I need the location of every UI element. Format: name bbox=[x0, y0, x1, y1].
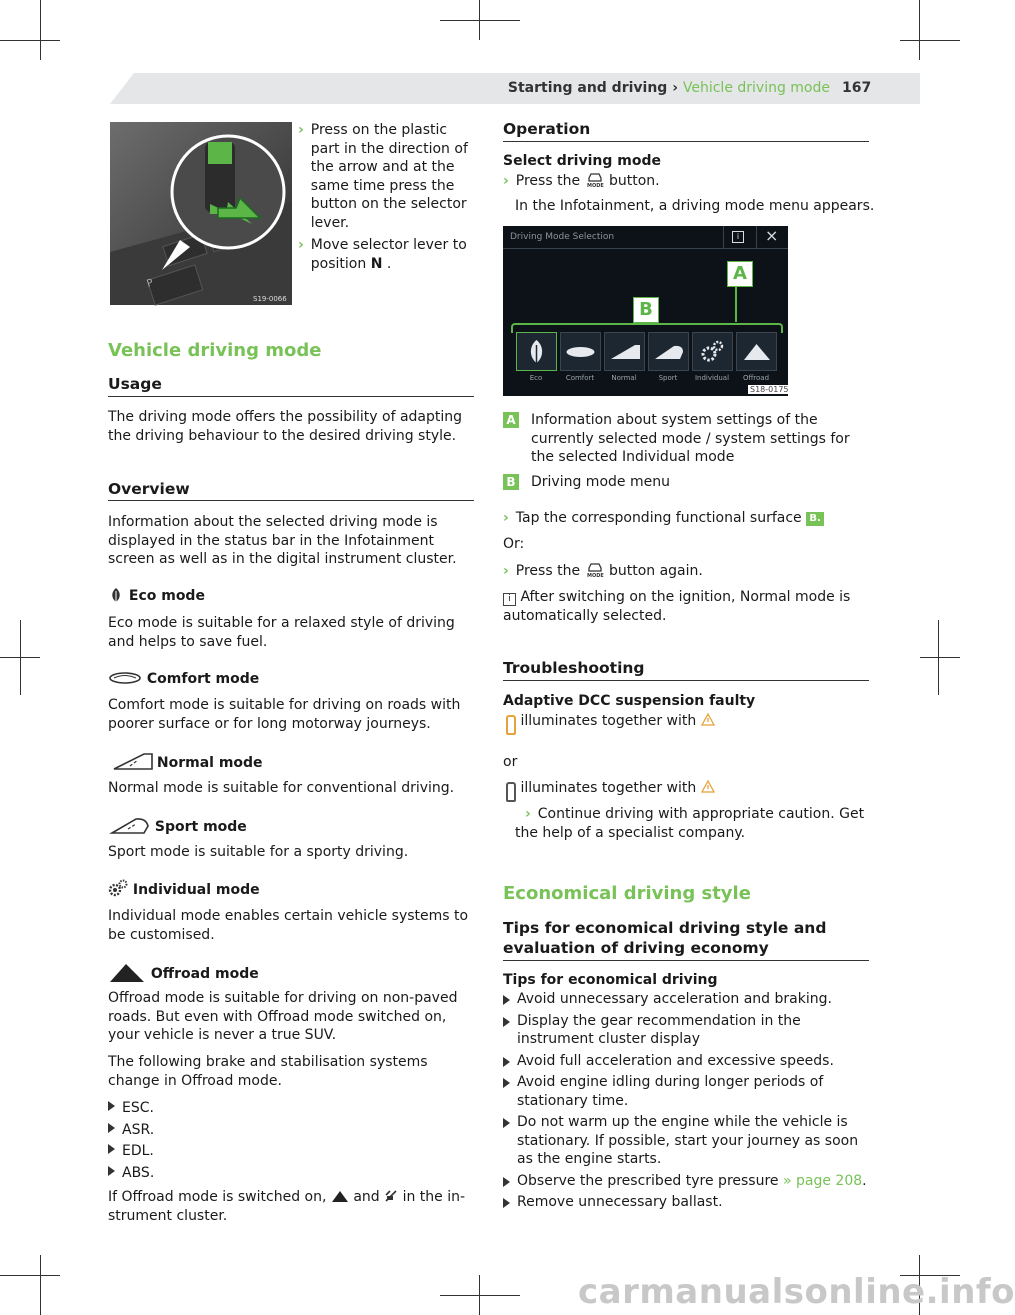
dcc-warning-lamp-icon bbox=[506, 715, 516, 735]
comfort-mode-text: Comfort mode is suitable for driving on roads with poorer surface or for long motorway journeys. bbox=[108, 697, 461, 732]
divider bbox=[503, 960, 869, 961]
mode-label-eco: Eco bbox=[529, 374, 543, 382]
bullet-triangle-icon bbox=[503, 1118, 510, 1128]
header-chapter: Starting and driving bbox=[507, 80, 668, 96]
mountain-icon bbox=[331, 1190, 349, 1202]
tips-subheading: Tips for economical driving bbox=[503, 972, 718, 988]
ignition-note: i After switching on the ignition, Normal mode is automatically selected. bbox=[503, 589, 851, 624]
usage-text: The driving mode offers the possibility of adapting the driving behaviour to the desired driving style. bbox=[108, 409, 463, 444]
step-chevron-icon: › bbox=[503, 510, 509, 526]
bullet-triangle-icon bbox=[503, 1078, 510, 1088]
warning-triangle-icon bbox=[701, 780, 715, 793]
individual-mode-title: Individual mode bbox=[108, 879, 260, 900]
figure-instructions bbox=[298, 121, 474, 273]
list-item: Avoid full acceleration and excessive speeds. bbox=[503, 1052, 869, 1071]
header-notch bbox=[110, 73, 134, 104]
select-mode-heading: Select driving mode bbox=[503, 153, 661, 169]
comfort-icon bbox=[108, 671, 142, 685]
sport-mode-text: Sport mode is suitable for a sporty driving. bbox=[108, 844, 409, 860]
dcc-warning-2: illuminates together with bbox=[506, 779, 715, 802]
list-item: ESC. bbox=[108, 1098, 154, 1120]
step-chevron-icon: › bbox=[503, 563, 509, 579]
or-text: Or: bbox=[503, 536, 525, 552]
offroad-mode-text: Offroad mode is suitable for driving on non-paved roads. But even with Offroad mode switched on, your vehicle is never a true SUV. bbox=[108, 990, 458, 1043]
list-item: ABS. bbox=[108, 1163, 154, 1185]
tips-list bbox=[503, 990, 869, 1212]
page-reference-link[interactable]: » page 208 bbox=[782, 1172, 863, 1189]
overview-text: Information about the selected driving mode is displayed in the status bar in the Infotainment screen as well as in the digital instrument cluster. bbox=[108, 514, 457, 567]
mountain-icon bbox=[108, 962, 146, 982]
normal-mode-title: Normal mode bbox=[108, 752, 263, 773]
legend-letter-b: B bbox=[503, 474, 519, 490]
step-chevron-icon: › bbox=[298, 237, 304, 253]
dcc-warning-1: illuminates together with bbox=[506, 712, 715, 735]
troubleshooting-heading: Troubleshooting bbox=[503, 659, 645, 677]
instruction-step-1: › Press on the plastic part in the direction of the arrow and at the same time press the button on the selector lever. bbox=[298, 122, 468, 231]
header-section: Vehicle driving mode bbox=[682, 80, 830, 96]
normal-road-icon bbox=[108, 752, 152, 770]
watermark: carmanualsonline.info bbox=[578, 1272, 1015, 1312]
infotainment-screenshot bbox=[503, 226, 788, 396]
marker-a: A bbox=[727, 261, 753, 287]
divider bbox=[108, 396, 474, 397]
bullet-triangle-icon bbox=[503, 1017, 510, 1027]
gears-icon bbox=[693, 333, 732, 370]
mode-button-offroad[interactable] bbox=[736, 332, 777, 371]
list-item: Observe the prescribed tyre pressure » page 208. bbox=[503, 1172, 869, 1191]
mode-button-normal[interactable] bbox=[604, 332, 645, 371]
legend-item-b: B Driving mode menu bbox=[503, 473, 869, 492]
mode-button-sport[interactable] bbox=[648, 332, 689, 371]
normal-road-icon bbox=[605, 333, 644, 370]
mountain-icon bbox=[737, 333, 776, 370]
bullet-triangle-icon bbox=[503, 1198, 510, 1208]
mode-button-eco[interactable] bbox=[516, 332, 557, 371]
marker-a-line bbox=[735, 287, 737, 322]
legend-item-a: A Information about system settings of the currently selected mode / system settings for the selected Individual mode bbox=[503, 411, 869, 467]
divider bbox=[723, 226, 724, 248]
offroad-indicator-note: If Offroad mode is switched on, and in the in- strument cluster. bbox=[108, 1189, 466, 1224]
overview-heading: Overview bbox=[108, 480, 190, 498]
close-icon[interactable]: × bbox=[765, 226, 779, 245]
eco-mode-title: Eco mode bbox=[108, 587, 205, 606]
systems-list bbox=[108, 1098, 154, 1184]
step-chevron-icon: › bbox=[298, 122, 304, 138]
bullet-triangle-icon bbox=[503, 1057, 510, 1067]
legend-letter-a: A bbox=[503, 412, 519, 428]
comfort-icon bbox=[561, 333, 600, 370]
list-item: Avoid unnecessary acceleration and braking. bbox=[503, 990, 869, 1009]
svg-text:MODE: MODE bbox=[586, 573, 604, 579]
sport-mode-title: Sport mode bbox=[108, 816, 247, 837]
dcc-warning-lamp-icon bbox=[506, 782, 516, 802]
bullet-triangle-icon bbox=[108, 1144, 115, 1154]
leaf-icon bbox=[517, 333, 556, 370]
bullet-triangle-icon bbox=[503, 995, 510, 1005]
selector-lever-photo bbox=[110, 122, 292, 305]
normal-mode-text: Normal mode is suitable for conventional driving. bbox=[108, 780, 455, 796]
step-chevron-icon: › bbox=[503, 173, 509, 189]
mode-label-sport: Sport bbox=[658, 374, 678, 382]
economical-title: Economical driving style bbox=[503, 883, 751, 904]
offroad-systems-intro: The following brake and stabilisation systems change in Offroad mode. bbox=[108, 1054, 428, 1089]
mode-button-comfort[interactable] bbox=[560, 332, 601, 371]
divider bbox=[503, 680, 869, 681]
list-item: EDL. bbox=[108, 1141, 154, 1163]
divider bbox=[503, 141, 869, 142]
bullet-triangle-icon bbox=[108, 1166, 115, 1176]
running-header bbox=[508, 80, 830, 96]
list-item: ASR. bbox=[108, 1120, 154, 1142]
svg-text:P: P bbox=[145, 277, 155, 290]
step-chevron-icon: › bbox=[525, 806, 531, 822]
or-lower: or bbox=[503, 754, 518, 770]
individual-mode-text: Individual mode enables certain vehicle systems to be customised. bbox=[108, 908, 469, 943]
leaf-icon bbox=[108, 587, 124, 603]
divider bbox=[108, 500, 474, 501]
tips-heading: Tips for economical driving style and evaluation of driving economy bbox=[503, 919, 827, 957]
offroad-mode-title: Offroad mode bbox=[108, 962, 259, 984]
info-icon[interactable]: i bbox=[732, 231, 744, 243]
screen-title: Driving Mode Selection bbox=[510, 232, 615, 242]
section-title: Vehicle driving mode bbox=[108, 340, 322, 361]
operation-heading: Operation bbox=[503, 120, 591, 138]
warning-triangle-icon bbox=[701, 713, 715, 726]
marker-b: B bbox=[633, 297, 659, 323]
dcc-heading: Adaptive DCC suspension faulty bbox=[503, 693, 756, 709]
page-number: 167 bbox=[842, 80, 872, 96]
bullet-triangle-icon bbox=[108, 1101, 115, 1111]
svg-text:MODE: MODE bbox=[586, 183, 604, 189]
sport-road-icon bbox=[649, 333, 688, 370]
mode-label-individual: Individual bbox=[694, 374, 730, 382]
continue-driving-step: › Continue driving with appropriate caution. Get the help of a specialist company. bbox=[515, 806, 865, 841]
hill-descent-icon bbox=[384, 1189, 398, 1203]
comfort-mode-title: Comfort mode bbox=[108, 670, 259, 689]
figure-code: S18-0175 bbox=[750, 385, 789, 394]
press-mode-step: › Press the MODE button. bbox=[503, 173, 660, 189]
eco-mode-text: Eco mode is suitable for a relaxed style of driving and helps to save fuel. bbox=[108, 615, 455, 650]
header-separator: › bbox=[672, 80, 678, 96]
figure-code: S19-0066 bbox=[253, 295, 287, 303]
list-item: Display the gear recommendation in the instrument cluster display bbox=[503, 1012, 869, 1049]
instruction-step-2: › Move selector lever to position N . bbox=[298, 237, 467, 272]
mode-label-normal: Normal bbox=[611, 374, 637, 382]
gears-icon bbox=[108, 879, 128, 897]
ref-letter-b: B. bbox=[806, 512, 824, 526]
list-item: Avoid engine idling during longer periods of stationary time. bbox=[503, 1073, 869, 1110]
mode-button-icon bbox=[585, 562, 605, 578]
press-again-step: › Press the MODE button again. bbox=[503, 563, 703, 579]
list-item: Remove unnecessary ballast. bbox=[503, 1193, 869, 1212]
usage-heading: Usage bbox=[108, 375, 162, 393]
mode-label-comfort: Comfort bbox=[565, 374, 595, 382]
divider bbox=[756, 226, 757, 248]
list-item: Do not warm up the engine while the vehicle is stationary. If possible, start your journey as soon as the engine starts. bbox=[503, 1113, 869, 1169]
sport-road-icon bbox=[108, 816, 150, 834]
selector-lever-figure bbox=[110, 122, 292, 305]
mode-button-individual[interactable] bbox=[692, 332, 733, 371]
divider bbox=[503, 248, 788, 249]
bullet-triangle-icon bbox=[108, 1123, 115, 1133]
gear-letter: N bbox=[370, 255, 383, 272]
info-note-icon: i bbox=[503, 593, 516, 606]
bullet-triangle-icon bbox=[503, 1177, 510, 1187]
tap-surface-step: › Tap the corresponding functional surface B. bbox=[503, 509, 824, 528]
mode-label-offroad: Offroad bbox=[742, 374, 770, 382]
menu-appears-text: In the Infotainment, a driving mode menu appears. bbox=[515, 198, 875, 214]
mode-button-icon bbox=[585, 172, 605, 188]
